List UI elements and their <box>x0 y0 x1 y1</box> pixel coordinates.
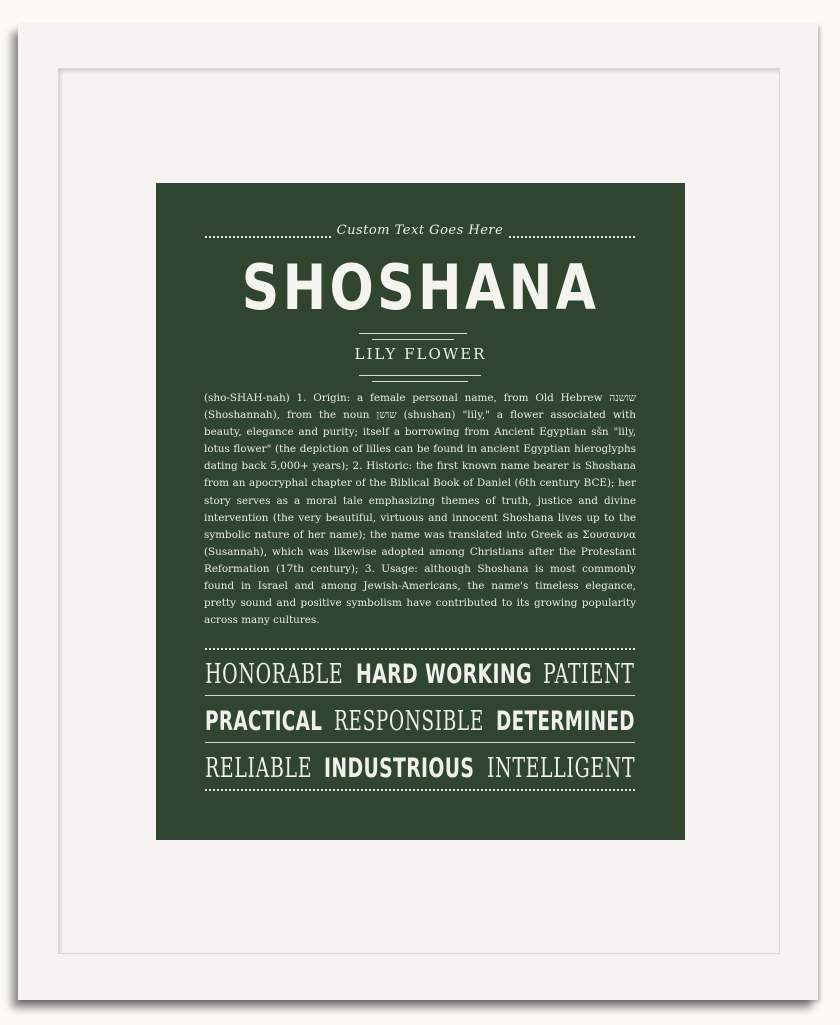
name-meaning: LILY FLOWER <box>354 345 487 363</box>
dotted-divider-traits-bottom <box>205 789 635 791</box>
trait-row-divider <box>205 742 635 743</box>
custom-text-row <box>205 223 635 247</box>
name-definition: (sho-SHAH-nah) 1. Origin: a female personal name, from Old Hebrew שושנה (Shoshannah), from the noun שושן (shushan) "lily," a flower associated with beauty, elegance and purity; itself a borrowing from Ancient Egyptian sšn "lily, lotus flower" (the depiction of lilies can be found in ancient Egyptian hieroglyphs dating back 5,000+ years); 2. Historic: the first known name bearer is Shoshana from an apocryphal chapter of the Biblical Book of Daniel (6th century BCE); her story serves as a moral tale emphasizing themes of truth, justice and divine intervention (the very beautiful, virtuous and innocent Shoshana lives up to the symbolic nature of her name); the name was translated into Greek as Σουσαννα (Susannah), which was likewise adopted among Christians after the Protestant Reformation (17th century); 3. Usage: although Shoshana is most commonly found in Israel and among Jewish-Americans, the name's timeless elegance, pretty sound and positive symbolism have contributed to its growing popularity across many cultures. <box>204 392 636 627</box>
trait: DETERMINED <box>496 705 635 737</box>
trait: INDUSTRIOUS <box>324 752 475 784</box>
meaning-underline-short <box>372 381 468 382</box>
trait-row-1 <box>205 656 635 692</box>
trait: PRACTICAL <box>205 705 323 737</box>
name-underline <box>359 333 467 334</box>
name-underline-short <box>372 339 454 340</box>
trait: HONORABLE <box>205 658 344 690</box>
trait: RELIABLE <box>205 752 313 784</box>
trait: RESPONSIBLE <box>334 705 485 737</box>
custom-text: Custom Text Goes Here <box>336 223 504 238</box>
trait: INTELLIGENT <box>487 752 636 784</box>
trait: PATIENT <box>543 658 635 690</box>
trait-row-2 <box>205 703 635 739</box>
dotted-divider-right <box>509 236 635 238</box>
dotted-divider-traits-top <box>205 648 635 650</box>
name-print <box>156 183 685 840</box>
trait-row-3 <box>205 750 635 786</box>
name-title: SHOSHANA <box>241 251 600 324</box>
trait-row-divider <box>205 695 635 696</box>
trait: HARD WORKING <box>355 658 532 690</box>
meaning-underline <box>359 375 481 376</box>
